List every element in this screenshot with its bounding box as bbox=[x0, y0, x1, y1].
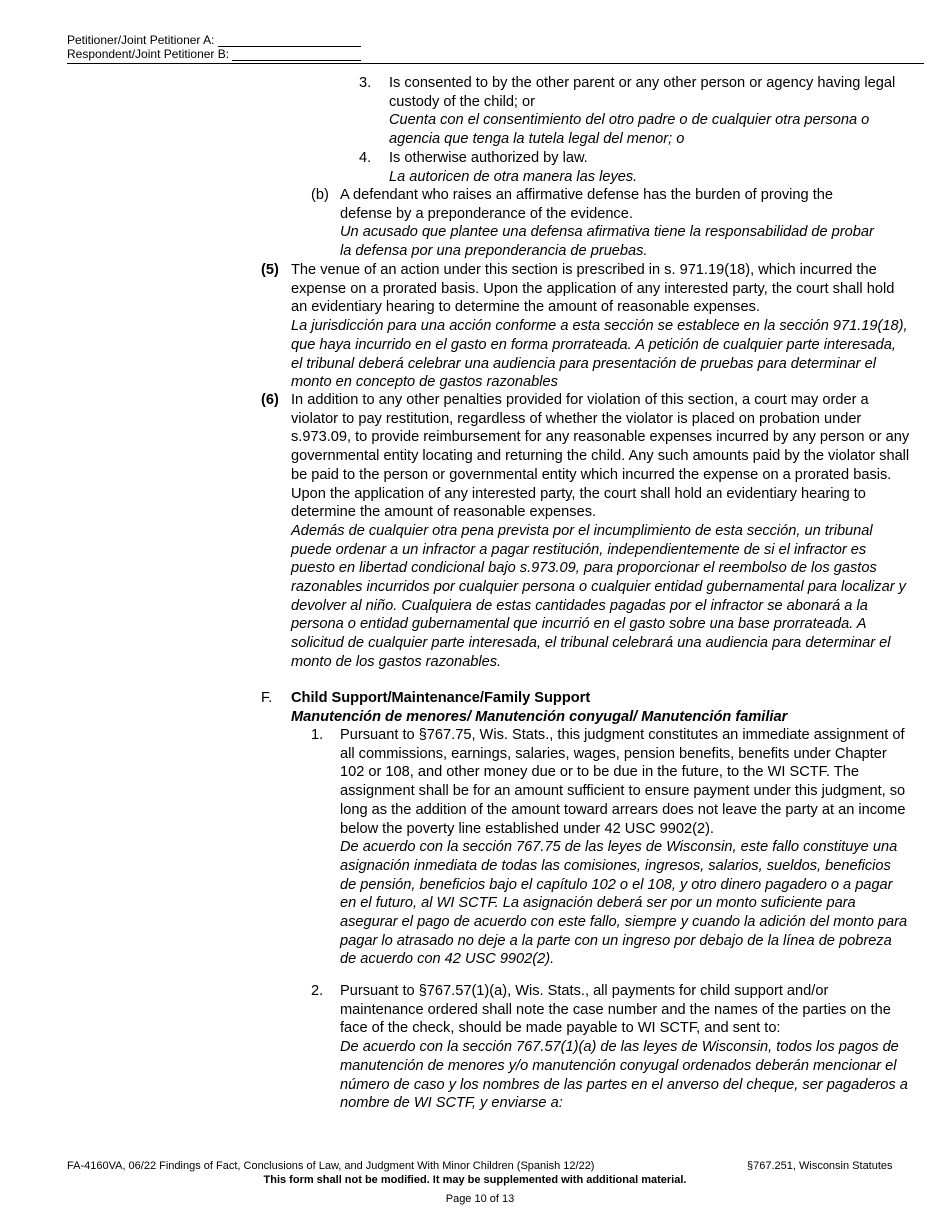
respondent-blank[interactable] bbox=[232, 49, 361, 61]
item-b-spanish: Un acusado que plantee una defensa afirmativa tiene la responsabilidad de probar la defensa por una preponderancia de pruebas. bbox=[340, 224, 874, 260]
f-item-2 bbox=[340, 982, 912, 1113]
item-3-spanish: Cuenta con el consentimiento del otro padre o de cualquier otra persona o agencia que tenga la tutela legal del menor; o bbox=[389, 112, 870, 148]
section-6 bbox=[291, 391, 910, 672]
item-b-number: (b) bbox=[311, 187, 329, 203]
f-item-1-spanish: De acuerdo con la sección 767.75 de las leyes de Wisconsin, este fallo constituye una asignación inmediata de todas las comisiones, ingresos, salarios, sueldos, beneficios de pensión, beneficios bajo el capítulo 102 o el 108, y otro dinero pagadero o a pagar en el futuro, al WI SCTF. La asignación deberá ser por un monto suficiente para asegurar el pago de acuerdo con este fallo, siempre y cuando la adición del monto para pagar lo atrasado no deje a la parte con un ingreso por debajo de la línea de pobreza de acuerdo con 42 USC 9902(2). bbox=[340, 839, 908, 968]
footer-notice: This form shall not be modified. It may be supplemented with additional material. bbox=[263, 1174, 687, 1186]
item-b bbox=[340, 186, 885, 261]
header-rule bbox=[67, 63, 924, 64]
item-3 bbox=[389, 74, 914, 149]
petitioner-blank[interactable] bbox=[218, 35, 361, 47]
section-5 bbox=[291, 261, 910, 392]
section-f-title-english: Child Support/Maintenance/Family Support bbox=[291, 690, 591, 706]
item-4 bbox=[389, 149, 914, 186]
item-4-number: 4. bbox=[359, 150, 372, 166]
petitioner-line bbox=[67, 33, 361, 47]
item-b-english: A defendant who raises an affirmative defense has the burden of proving the defense by a preponderance of the evidence. bbox=[340, 187, 834, 222]
f-item-1 bbox=[340, 726, 908, 969]
item-3-number: 3. bbox=[359, 75, 372, 91]
footer-form-id: FA-4160VA, 06/22 Findings of Fact, Conclusions of Law, and Judgment With Minor Children (Spanish 12/22) bbox=[67, 1160, 595, 1172]
item-3-english: Is consented to by the other parent or any other person or agency having legal custody of the child; or bbox=[389, 75, 896, 110]
section-6-english: In addition to any other penalties provided for violation of this section, a court may order a violator to pay restitution, regardless of whether the violator is placed on probation under s.973.09, to provide reimbursement for any reasonable expenses incurred by any person or any governmental entity locating and returning the child. Any such amounts paid by the violator shall be paid to the person or governmental entity which incurred the expense on a prorated basis. Upon the application of any interested party, the court shall hold an evidentiary hearing to determine the amount of reasonable expenses. bbox=[291, 392, 910, 521]
section-5-spanish: La jurisdicción para una acción conforme a esta sección se establece en la sección 971.19(18), que haya incurrido en el gasto en forma prorrateada. A petición de cualquier parte interesada, el tribunal deberá celebrar una audiencia para presentación de pruebas para determinar el monto en concepto de gastos razonables bbox=[291, 318, 908, 391]
section-5-number: (5) bbox=[261, 262, 279, 278]
footer-statute: §767.251, Wisconsin Statutes bbox=[747, 1160, 893, 1172]
footer-page-number: Page 10 of 13 bbox=[445, 1193, 515, 1205]
section-f-heading bbox=[291, 689, 910, 726]
section-6-spanish: Además de cualquier otra pena prevista por el incumplimiento de esta sección, un tribunal puede ordenar a un infractor a pagar restitución, independientemente de si el infractor es puesto en libertad condicional bajo s.973.09, para proporcionar el reembolso de los gastos razonables incurridos por cualquier persona o cualquier entidad gubernamental para localizar y devolver al niño. Cualquiera de estas cantidades pagadas por el infractor se abonará a la persona o entidad gubernamental que incurrió en el gasto sobre una base prorrateada. A solicitud de cualquier parte interesada, el tribunal celebrará una audiencia para determinar el monto de los gastos razonables. bbox=[291, 522, 906, 670]
item-4-english: Is otherwise authorized by law. bbox=[389, 150, 588, 166]
f-item-2-number: 2. bbox=[311, 983, 324, 999]
section-f-title-spanish: Manutención de menores/ Manutención conyugal/ Manutención familiar bbox=[291, 708, 788, 725]
section-5-english: The venue of an action under this section is prescribed in s. 971.19(18), which incurred the expense on a prorated basis. Upon the application of any interested party, the court shall hold an evidentiary hearing to determine the amount of reasonable expenses. bbox=[291, 262, 895, 316]
f-item-1-number: 1. bbox=[311, 727, 324, 743]
f-item-2-spanish: De acuerdo con la sección 767.57(1)(a) de las leyes de Wisconsin, todos los pagos de manutención de menores y/o manutención conyugal ordenados deberán mencionar el número de caso y los nombres de las partes en el anverso del cheque, ser pagaderos a nombre de WI SCTF, y enviarse a: bbox=[340, 1039, 908, 1112]
petitioner-label: Petitioner/Joint Petitioner A: bbox=[67, 33, 215, 47]
section-6-number: (6) bbox=[261, 392, 279, 408]
f-item-2-english: Pursuant to §767.57(1)(a), Wis. Stats., all payments for child support and/or maintenance ordered shall note the case number and the names of the parties on the face of the check, should be made payable to WI SCTF, and sent to: bbox=[340, 983, 891, 1037]
respondent-label: Respondent/Joint Petitioner B: bbox=[67, 47, 230, 61]
f-item-1-english: Pursuant to §767.75, Wis. Stats., this judgment constitutes an immediate assignment of all commissions, earnings, salaries, wages, pension benefits, benefits under Chapter 102 or 108, and other money due or to be due in the future, to the WI SCTF. The assignment shall be for an amount sufficient to ensure payment under this judgment, so long as the addition of the amount toward arrears does not leave the party at an income below the poverty line established under 42 USC 9902(2). bbox=[340, 727, 906, 837]
section-f-letter: F. bbox=[261, 690, 273, 706]
item-4-spanish: La autoricen de otra manera las leyes. bbox=[389, 168, 638, 185]
respondent-line bbox=[67, 47, 361, 61]
